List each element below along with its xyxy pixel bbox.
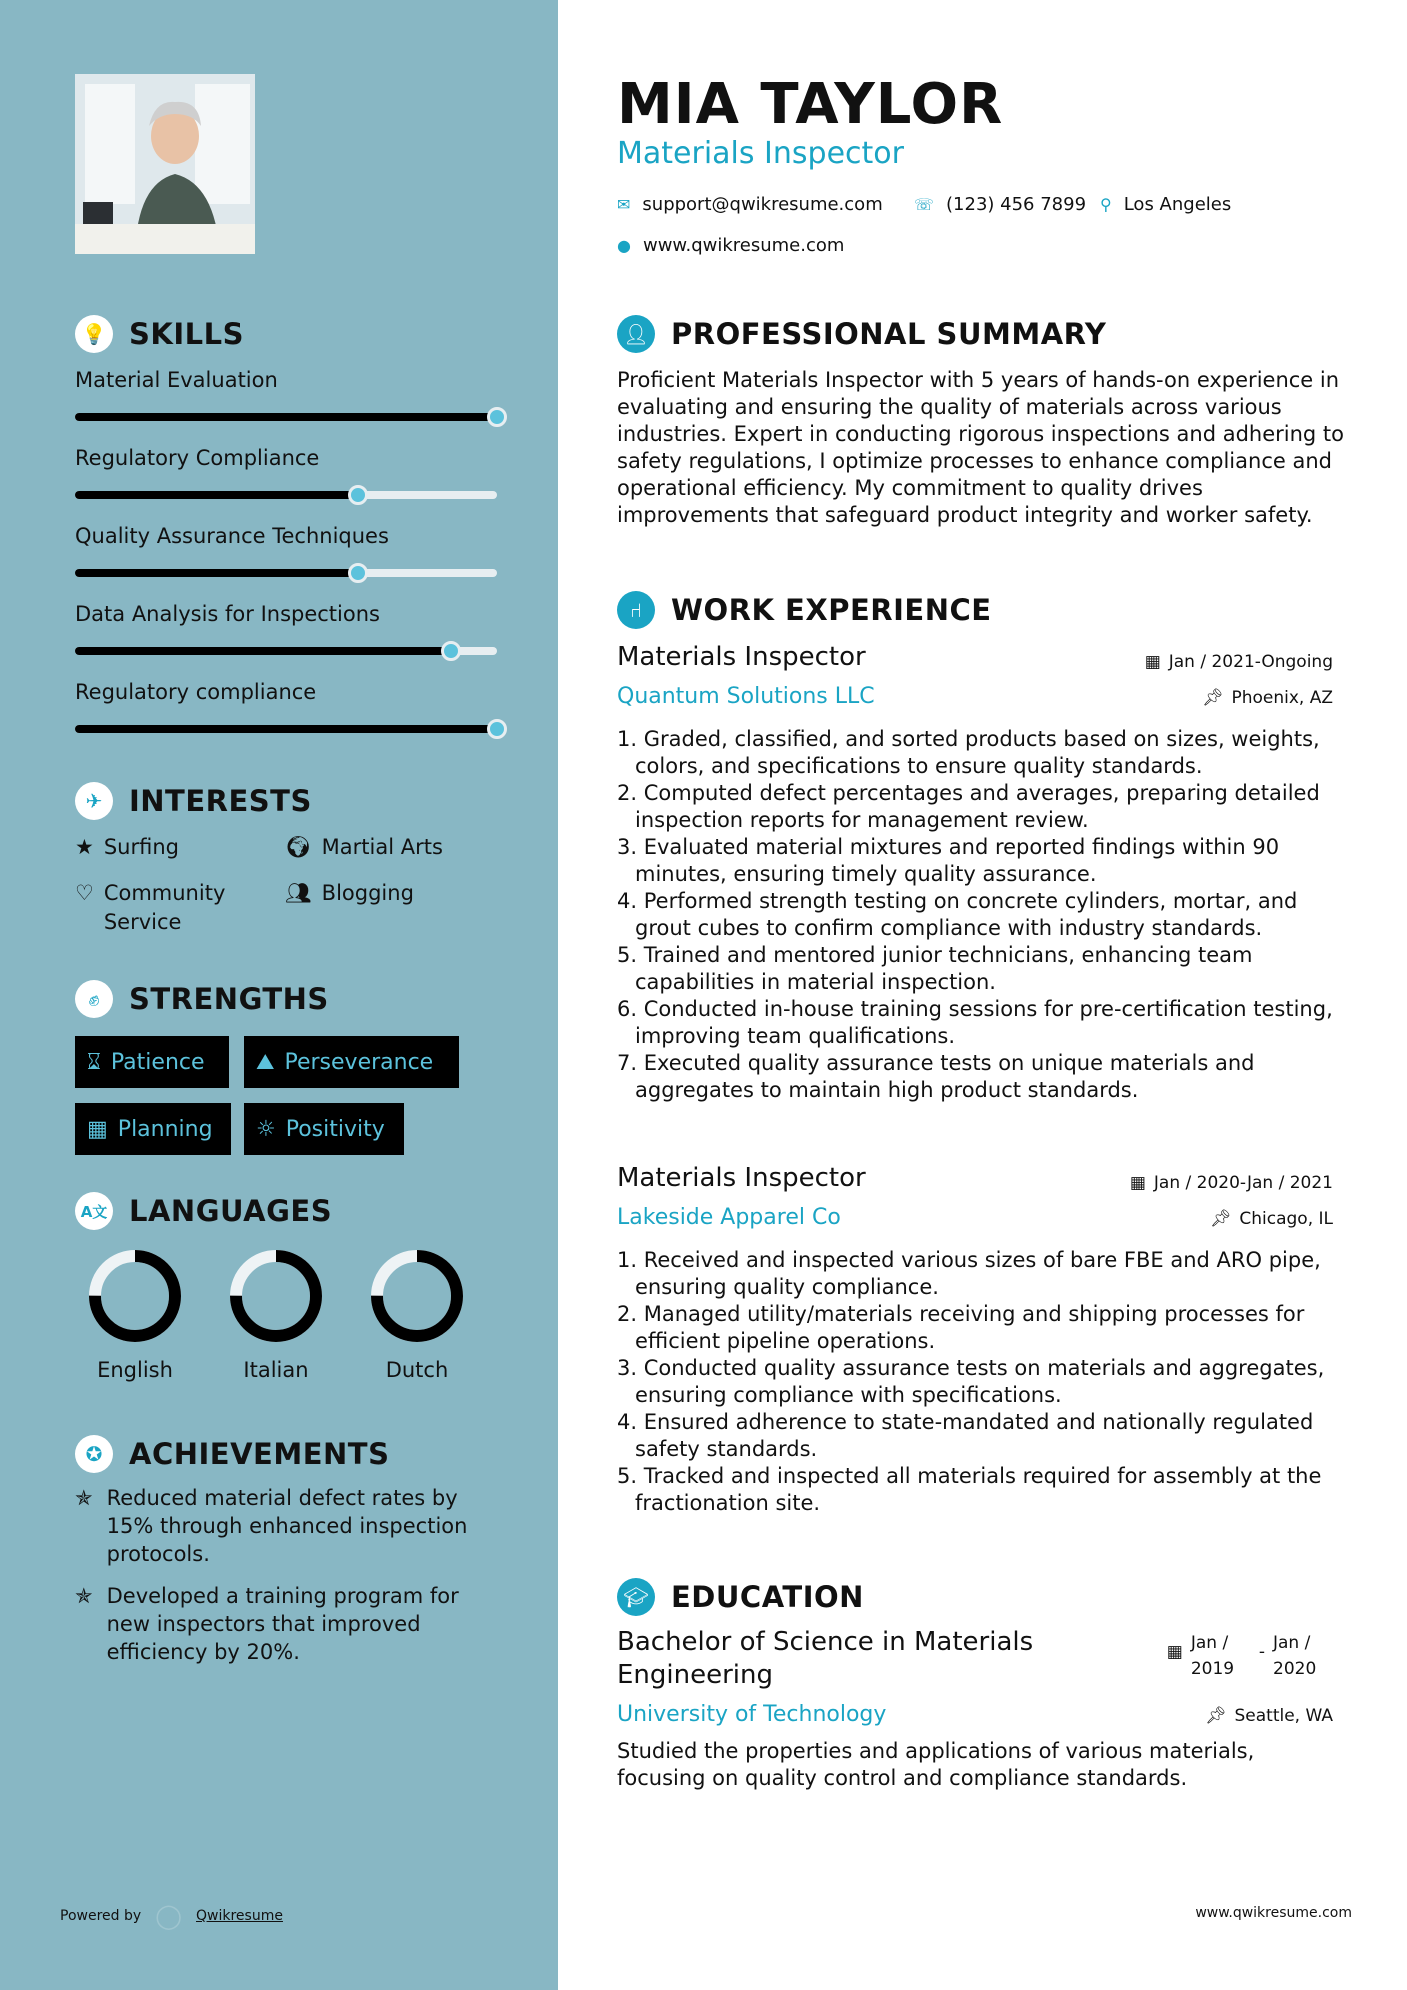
star-hand-icon: ✯	[75, 1584, 93, 1608]
interest-item: ♡ Community Service	[75, 879, 275, 937]
job-company: Quantum Solutions LLC	[617, 684, 875, 709]
education-text: Studied the properties and applications of various materials, focusing on quality control and compliance standards.	[617, 1739, 1255, 1790]
achievement-item: ✯ Developed a training program for new inspectors that improved efficiency by 20%.	[75, 1584, 459, 1664]
language-item	[206, 1248, 346, 1382]
summary-text: Proficient Materials Inspector with 5 years of hands-on experience in evaluating and ensuring the quality of materials across various industries. Expert in conducting rigorous inspections and adhering to safety regulations, I optimize processes to enhance compliance and operational efficiency. My commitment to quality drives improvements that safeguard product integrity and worker safety.	[617, 368, 1345, 527]
list-item: Conducted in-house training sessions for pre-certification testing, improving team qualifications.	[635, 997, 1333, 1048]
pin-icon: 📌︎	[1201, 688, 1224, 708]
office-chair-icon: ⑁	[617, 591, 655, 629]
skill-name: Regulatory compliance	[75, 680, 317, 704]
globe-icon: ●	[617, 236, 631, 255]
phone-icon: ☏	[914, 195, 935, 214]
job-bullets	[617, 1247, 1347, 1517]
globe-icon: 🌍︎	[285, 835, 312, 859]
languages-title: LANGUAGES	[129, 1194, 333, 1228]
experience-header	[617, 591, 992, 629]
experience-title: WORK EXPERIENCE	[671, 593, 992, 627]
road-icon: ⛰︎	[256, 1049, 275, 1075]
users-icon: 👥︎	[285, 881, 312, 905]
skill-name: Data Analysis for Inspections	[75, 602, 380, 626]
language-label: Dutch	[385, 1358, 449, 1382]
achievements-title: ACHIEVEMENTS	[129, 1437, 390, 1471]
skill-name: Material Evaluation	[75, 368, 278, 392]
job-location: 📌︎ Chicago, IL	[1209, 1209, 1333, 1229]
profile-photo	[75, 74, 255, 254]
list-item: Graded, classified, and sorted products based on sizes, weights, colors, and specifications to ensure quality standards.	[635, 727, 1320, 778]
paper-plane-icon: ✈	[75, 782, 113, 820]
degree-title: Bachelor of Science in Materials Engineering	[617, 1627, 1034, 1690]
qwikresume-link[interactable]: Qwikresume	[196, 1908, 283, 1924]
job-title: Materials Inspector	[617, 1163, 866, 1193]
badge-star-icon: ✪	[75, 1435, 113, 1473]
star-hand-icon: ✯	[75, 1486, 93, 1510]
interest-item: 🌍︎ Martial Arts	[285, 833, 443, 862]
sidebar	[0, 0, 558, 1990]
contact-phone[interactable]: ☏ (123) 456 7899	[914, 194, 1087, 215]
list-item: Conducted quality assurance tests on materials and aggregates, ensuring compliance with specifications.	[635, 1356, 1325, 1407]
calendar-icon: ▦	[1144, 652, 1161, 672]
list-item: Received and inspected various sizes of bare FBE and ARO pipe, ensuring quality compliance.	[635, 1248, 1321, 1299]
handshake-icon: ♡	[75, 881, 94, 905]
interest-item: 👥︎ Blogging	[285, 879, 414, 908]
achievements-header	[75, 1435, 389, 1473]
strength-badge: ⛰︎ Perseverance	[244, 1036, 459, 1088]
strengths-title: STRENGTHS	[129, 982, 329, 1016]
language-label: English	[97, 1358, 173, 1382]
strength-badge: ☼ Positivity	[244, 1103, 404, 1155]
skill-name: Quality Assurance Techniques	[75, 524, 389, 548]
skill-bar	[75, 491, 497, 499]
fist-icon: ✊︎	[75, 980, 113, 1018]
school-name: University of Technology	[617, 1702, 887, 1727]
language-icon: A文	[75, 1192, 113, 1230]
achievement-item: ✯ Reduced material defect rates by 15% through enhanced inspection protocols.	[75, 1486, 468, 1566]
pin-icon: 📌︎	[1204, 1706, 1227, 1726]
star-icon: ★	[75, 835, 94, 859]
language-item	[65, 1248, 205, 1382]
list-item: Ensured adherence to state-mandated and nationally regulated safety standards.	[635, 1410, 1314, 1461]
skills-header	[75, 315, 244, 353]
sun-icon: ☼	[256, 1116, 276, 1142]
contact-website[interactable]: ● www.qwikresume.com	[617, 235, 845, 256]
job-dates: ▦ Jan / 2020-Jan / 2021	[1129, 1173, 1333, 1193]
job-location: 📌︎ Phoenix, AZ	[1201, 688, 1333, 708]
list-item: Executed quality assurance tests on unique materials and aggregates to maintain high product standards.	[635, 1051, 1255, 1102]
skills-title: SKILLS	[129, 317, 244, 351]
education-dates: ▦ Jan / 2019 - Jan / 2020	[1166, 1633, 1317, 1679]
graduate-icon: 🎓︎	[617, 1578, 655, 1616]
language-ring	[87, 1248, 183, 1344]
strengths-header	[75, 980, 329, 1018]
education-location: 📌︎ Seattle, WA	[1204, 1706, 1333, 1726]
skill-bar	[75, 569, 497, 577]
job-company: Lakeside Apparel Co	[617, 1205, 841, 1230]
education-header	[617, 1578, 864, 1616]
language-item	[347, 1248, 487, 1382]
user-icon: 👤︎	[617, 315, 655, 353]
powered-by: Powered by ◯ Qwikresume	[60, 1902, 283, 1930]
skill-bar	[75, 647, 497, 655]
list-item: Trained and mentored junior technicians, enhancing team capabilities in material inspection.	[635, 943, 1253, 994]
envelope-icon: ✉	[617, 195, 631, 214]
strength-badge: ▦ Planning	[75, 1103, 231, 1155]
interests-header	[75, 782, 312, 820]
language-ring	[228, 1248, 324, 1344]
list-item: Evaluated material mixtures and reported findings within 90 minutes, ensuring timely quality assurance.	[635, 835, 1280, 886]
skill-bar	[75, 413, 497, 421]
calendar-icon: ▦	[1166, 1642, 1183, 1662]
languages-header	[75, 1192, 332, 1230]
map-marker-icon: ⚲	[1100, 195, 1112, 214]
list-item: Tracked and inspected all materials required for assembly at the fractionation site.	[635, 1464, 1322, 1515]
job-bullets	[617, 726, 1347, 1104]
list-item: Performed strength testing on concrete cylinders, mortar, and grout cubes to confirm compliance with industry standards.	[635, 889, 1298, 940]
interest-item: ★ Surfing	[75, 833, 179, 862]
contact-location: ⚲ Los Angeles	[1100, 194, 1232, 215]
job-title: Materials Inspector	[617, 642, 866, 672]
education-title: EDUCATION	[671, 1580, 864, 1614]
calendar-icon: ▦	[1129, 1173, 1146, 1193]
calendar-icon: ▦	[87, 1116, 108, 1142]
list-item: Managed utility/materials receiving and shipping processes for efficient pipeline operations.	[635, 1302, 1305, 1353]
strength-badge: ⌛︎ Patience	[75, 1036, 229, 1088]
hourglass-icon: ⌛︎	[87, 1049, 101, 1075]
footer-website[interactable]: www.qwikresume.com	[1195, 1905, 1352, 1921]
language-ring	[369, 1248, 465, 1344]
candidate-name: MIA TAYLOR	[617, 72, 1004, 137]
summary-header	[617, 315, 1106, 353]
candidate-role: Materials Inspector	[617, 136, 904, 171]
qwikresume-logo-icon: ◯	[155, 1902, 183, 1930]
interests-title: INTERESTS	[129, 784, 312, 818]
summary-title: PROFESSIONAL SUMMARY	[671, 317, 1107, 351]
language-label: Italian	[243, 1358, 309, 1382]
pin-icon: 📌︎	[1209, 1209, 1232, 1229]
skill-name: Regulatory Compliance	[75, 446, 320, 470]
skill-bar	[75, 725, 497, 733]
job-dates: ▦ Jan / 2021-Ongoing	[1144, 652, 1333, 672]
lightbulb-icon: 💡	[75, 315, 113, 353]
contact-email[interactable]: ✉ support@qwikresume.com	[617, 194, 883, 215]
list-item: Computed defect percentages and averages, preparing detailed inspection reports for management review.	[635, 781, 1320, 832]
